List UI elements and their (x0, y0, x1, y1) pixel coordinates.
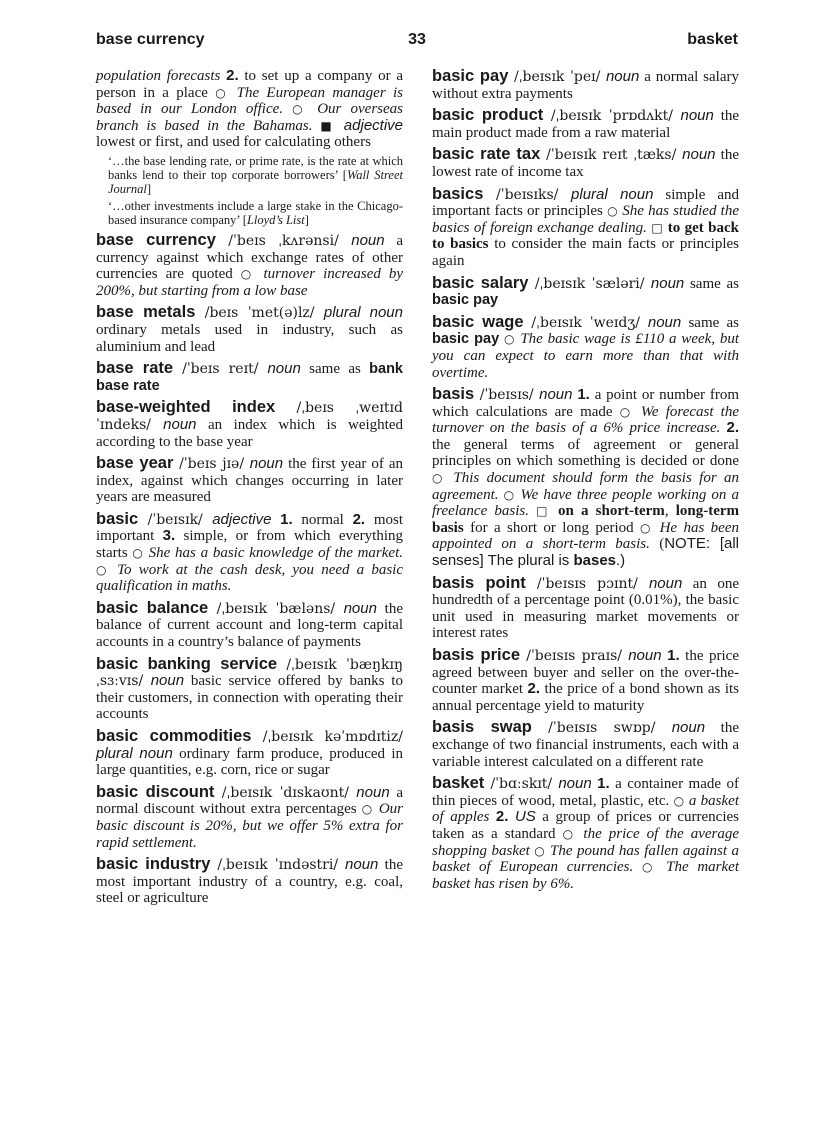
phrase-marker-icon: □ (536, 504, 551, 519)
pronunciation: /beɪs ˈmet(ə)lz/ (195, 305, 324, 322)
pronunciation: /ˌbeɪsɪk ˈbæŋkɪŋ ˌsɜːvɪs/ (96, 656, 403, 690)
example-marker-icon: ○ (607, 204, 619, 219)
pronunciation: /ˈbeɪsɪs pɔɪnt/ (525, 575, 649, 592)
citation-quote (108, 199, 403, 227)
example: He has been appointed on a short-term basis. (432, 519, 739, 553)
pronunciation: /ˌbeɪsɪk ˈpeɪ/ (508, 69, 606, 85)
sense-number: 2. (726, 419, 739, 437)
definition: to set up a company or a person in a place (96, 68, 403, 101)
example: This document should form the basis for an agreement. (432, 470, 739, 503)
headword: basic discount (96, 782, 215, 801)
part-of-speech-marker-icon: ■ (320, 118, 336, 133)
headword: basic industry (96, 855, 211, 874)
example: She has a basic knowledge of the market. (148, 545, 403, 562)
grammar-label: noun (249, 455, 284, 473)
header-first-entry: base currency (96, 31, 205, 48)
pronunciation: /ˌbeɪsɪk kəˈmɒdɪtiz/ (251, 729, 403, 745)
sense-number: 1. (577, 386, 590, 404)
grammar-label: noun (680, 107, 714, 125)
note-end: .) (616, 552, 626, 570)
pronunciation: /ˈbeɪsɪs praɪs/ (520, 648, 629, 664)
example: Our basic discount is 20%, but we offer 5% extra for rapid settlement. (96, 801, 403, 851)
grammar-label: noun (345, 856, 379, 874)
running-header (96, 31, 738, 53)
quote-source: Lloyd’s List (246, 212, 305, 227)
definition: a normal discount without extra percentages (96, 784, 403, 818)
grammar-label: noun (648, 574, 683, 592)
example-marker-icon: ○ (432, 471, 447, 486)
entry-base-metals (96, 304, 403, 355)
example: turnover increased by 200%, but starting from a low base (96, 266, 404, 299)
example-marker-icon: ○ (240, 267, 256, 282)
example: The market basket has risen by 6%. (432, 859, 739, 892)
headword: base year (96, 454, 174, 473)
definition: the price agreed between buyer and seller on the over-the- counter market (432, 648, 740, 698)
definition: an one hundredth of a percentage point (0.01%), the basic unit used in measuring market movements or interest rates (432, 575, 739, 642)
definition: simple and important facts or principles (432, 186, 739, 220)
headword: basics (432, 184, 484, 203)
definition: simple, or from which everything starts (96, 528, 403, 562)
pronunciation: /ˈbeɪs jɪə/ (173, 456, 250, 473)
definition: ordinary metals used in industry, such as aluminium and lead (96, 321, 403, 355)
grammar-label: noun (343, 599, 377, 617)
entry-basket (432, 775, 739, 892)
grammar-label: adjective (212, 510, 272, 528)
headword: basic pay (432, 67, 509, 85)
entry-basic-industry (96, 856, 403, 907)
entry-basic-balance (96, 600, 403, 651)
example: population forecasts (96, 68, 221, 84)
grammar-label: plural noun (323, 304, 403, 322)
pronunciation: /ˌbeɪsɪk ˈdɪskaʊnt/ (214, 784, 357, 801)
entry-basic-wage (432, 314, 739, 381)
entry-base-rate (96, 360, 403, 394)
example: We have three people working on a freelance basis. (432, 486, 740, 520)
entry-basic-salary (432, 275, 739, 309)
headword: basic commodities (96, 727, 252, 745)
entry-basic-banking-service (96, 656, 403, 723)
example-marker-icon: ○ (673, 793, 685, 808)
example-marker-icon: ○ (640, 520, 654, 535)
example-marker-icon: ○ (132, 546, 144, 561)
headword: basic product (432, 106, 544, 125)
grammar-label: noun (650, 274, 685, 292)
phrase: to get back to basics (432, 219, 740, 253)
grammar-label: noun (671, 719, 706, 737)
pronunciation: /ˈbeɪsɪk reɪt ˌtæks/ (540, 147, 683, 164)
region-label: US (514, 808, 536, 826)
definition: same as (684, 275, 739, 292)
grammar-label: noun (356, 783, 390, 801)
quote-text: ‘…other investments include a large stake in the Chicago-based insurance company’ [ (108, 198, 403, 227)
entry-basic-rate-tax (432, 146, 739, 180)
sense-number: 1. (280, 510, 293, 528)
headword: basis point (432, 573, 526, 592)
headword: basic banking service (96, 654, 278, 673)
definition: same as (681, 314, 739, 331)
entry-basis-swap (432, 719, 739, 770)
example-marker-icon: ○ (619, 404, 634, 419)
headword: base currency (96, 230, 216, 249)
example: Our overseas branch is based in the Bahamas. (96, 101, 404, 134)
grammar-label: noun (605, 68, 640, 85)
definition: most important (96, 511, 403, 545)
example: The pound has fallen against a basket of European currencies. (432, 842, 740, 876)
sense-number: 2. (352, 510, 366, 528)
headword: basket (432, 774, 485, 793)
headword: basic rate tax (432, 145, 541, 164)
grammar-label: noun (539, 386, 573, 404)
grammar-label: noun (351, 231, 385, 249)
example-marker-icon: ○ (215, 85, 230, 100)
definition: the price of a bond shown as its annual percentage yield to maturity (432, 681, 740, 714)
cross-reference: bank base rate (96, 361, 403, 394)
example-marker-icon: ○ (361, 802, 374, 817)
definition: the lowest rate of income tax (432, 147, 739, 180)
example: a basket of apples (432, 792, 739, 826)
definition: the exchange of two financial instruments, each with a variable interest calculated on a different rate (432, 720, 740, 770)
example-marker-icon: ○ (292, 102, 309, 117)
headword: basis (432, 385, 475, 404)
sense-number: 2. (495, 808, 509, 826)
pronunciation: /ˈbeɪsɪk/ (138, 511, 213, 528)
sense-number: 1. (667, 647, 680, 664)
definition: the main product made from a raw material (432, 108, 740, 141)
grammar-label: noun (682, 146, 716, 164)
example: the price of the average shopping basket (432, 825, 740, 859)
entry-base-weighted-index (96, 399, 403, 450)
headword: base rate (96, 359, 174, 378)
entry-basic-pay (432, 68, 739, 102)
page-number: 33 (408, 31, 426, 48)
phrase-marker-icon: □ (651, 220, 664, 235)
definition: lowest or first, and used for calculating others (96, 134, 371, 151)
definition: the first year of an index, against which changes occurring in later years are measured (96, 456, 403, 506)
left-column (96, 68, 403, 912)
entry-base-year (96, 455, 403, 506)
headword: basis price (432, 646, 520, 664)
pronunciation: /ˌbeɪsɪk ˈbæləns/ (208, 600, 344, 617)
cross-reference: basic pay (432, 292, 499, 309)
grammar-label: adjective (343, 116, 403, 134)
definition: a container made of thin pieces of wood, metal, plastic, etc. (432, 776, 739, 809)
example-marker-icon: ○ (641, 860, 658, 875)
example: The basic wage is £110 a week, but you can expect to earn more than that with overtime. (432, 331, 740, 381)
sense-number: 2. (527, 680, 541, 698)
pronunciation: /ˌbeɪsɪk ˈɪndəstri/ (210, 857, 346, 874)
pronunciation: /ˌbeɪsɪk ˈsæləri/ (528, 275, 651, 292)
definition: same as (300, 361, 370, 378)
definition: an index which is weighted according to the base year (96, 416, 403, 450)
entry-basis: basis /ˈbeɪsɪs/ noun 1. a point or number from which calculations are made ○ We forecast the turnover on the basis of a 6% price increase. 2. the general terms of agreement or general principles on which something is decided or done ○ This document should form the basis for an agreement. ○ We have three people working on a freelance basis. □ on a short-term, long-term basis for a short or long period ○ He has been appointed on a short-term basis. (NOTE: [all senses] The plural is bases.) (432, 385, 740, 570)
grammar-label: noun (628, 647, 662, 664)
headword: basic (96, 509, 139, 528)
right-column (432, 68, 739, 897)
definition: a normal salary without extra payments (432, 69, 739, 102)
note-word: bases (573, 552, 617, 570)
grammar-label: noun (558, 775, 592, 793)
entry-continuation (96, 68, 403, 151)
header-last-entry: basket (687, 31, 738, 48)
sense-number: 1. (597, 775, 610, 793)
pronunciation: /ˌbeɪs ˌweɪtɪd ˈɪndeks/ (96, 400, 403, 433)
example-marker-icon: ○ (503, 487, 516, 502)
definition: ordinary farm produce, produced in large quantities, e.g. corn, rice or sugar (96, 745, 403, 779)
example: The European manager is based in our London office. (96, 84, 403, 118)
grammar-label: noun (150, 672, 185, 690)
quote-source: Wall Street Journal (108, 167, 404, 196)
grammar-label: plural noun (571, 185, 654, 203)
grammar-label: noun (267, 360, 301, 378)
quote-end: ] (304, 212, 309, 227)
headword: base-weighted index (96, 398, 276, 417)
example-marker-icon: ○ (562, 826, 577, 841)
definition: the general terms of agreement or general principles on which something is decided or done (432, 436, 739, 470)
entry-basic-commodities (96, 728, 403, 779)
headword: base metals (96, 303, 196, 322)
pronunciation: /ˈbeɪs reɪt/ (173, 361, 268, 378)
grammar-label: noun (647, 313, 682, 331)
headword: basis swap (432, 718, 532, 737)
entry-basic (96, 511, 403, 595)
phrase: on a short-term (558, 503, 665, 520)
definition: the balance of current account and long-term capital accounts in a country’s balance of payments (96, 600, 404, 651)
definition: basic service offered by banks to their customers, in connection with operating their accounts (96, 673, 403, 723)
note-text: [all senses] The plural is (432, 535, 740, 570)
cross-reference: basic pay (432, 331, 500, 348)
entry-basics (432, 186, 739, 270)
definition: to consider the main facts or principles again (432, 236, 739, 269)
example: We forecast the turnover on the basis of a 6% price increase. (432, 403, 740, 437)
definition: a group of prices or currencies taken as a standard (432, 809, 740, 842)
definition: normal (292, 511, 353, 528)
headword: basic salary (432, 273, 529, 292)
entry-basic-discount (96, 784, 403, 851)
headword: basic wage (432, 312, 524, 331)
phrase: long-term basis (432, 503, 740, 536)
pronunciation: /ˈbeɪs ˌkʌrənsi/ (215, 232, 352, 249)
pronunciation: /ˈbɑːskɪt/ (484, 776, 559, 793)
example-marker-icon: ○ (503, 332, 516, 347)
example: To work at the cash desk, you need a basic qualification in maths. (96, 561, 403, 595)
grammar-label: plural noun (96, 744, 173, 762)
pronunciation: /ˈbeɪsɪs/ (474, 387, 540, 404)
example: She has studied the basics of foreign exchange dealing. (432, 203, 739, 236)
pronunciation: /ˌbeɪsɪk ˈweɪdʒ/ (523, 314, 648, 331)
example-marker-icon: ○ (96, 562, 110, 577)
definition: for a short or long period (463, 519, 641, 536)
entry-base-currency (96, 232, 403, 299)
pronunciation: /ˈbeɪsɪks/ (483, 186, 572, 203)
sense-number: 2. (226, 67, 239, 84)
definition: a currency against which exchange rates of other currencies are quoted (96, 232, 403, 283)
citation-quote (108, 154, 403, 196)
headword: basic balance (96, 598, 209, 617)
note-label: NOTE: (664, 535, 711, 553)
definition: the most important industry of a country, e.g. coal, steel or agriculture (96, 857, 404, 907)
entry-basic-product (432, 107, 739, 141)
pronunciation: /ˌbeɪsɪk ˈprɒdʌkt/ (543, 108, 681, 125)
sense-number: 3. (162, 527, 176, 545)
quote-end: ] (146, 181, 152, 196)
entry-basis-price (432, 647, 739, 714)
quote-text: ‘…the base lending rate, or prime rate, is the rate at which banks lend to their top corporate borrowers’ [ (108, 153, 403, 182)
definition: a point or number from which calculations are made (432, 387, 739, 420)
example-marker-icon: ○ (534, 843, 546, 858)
pronunciation: /ˈbeɪsɪs swɒp/ (531, 720, 672, 737)
grammar-label: noun (163, 415, 197, 433)
entry-basis-point (432, 575, 739, 642)
